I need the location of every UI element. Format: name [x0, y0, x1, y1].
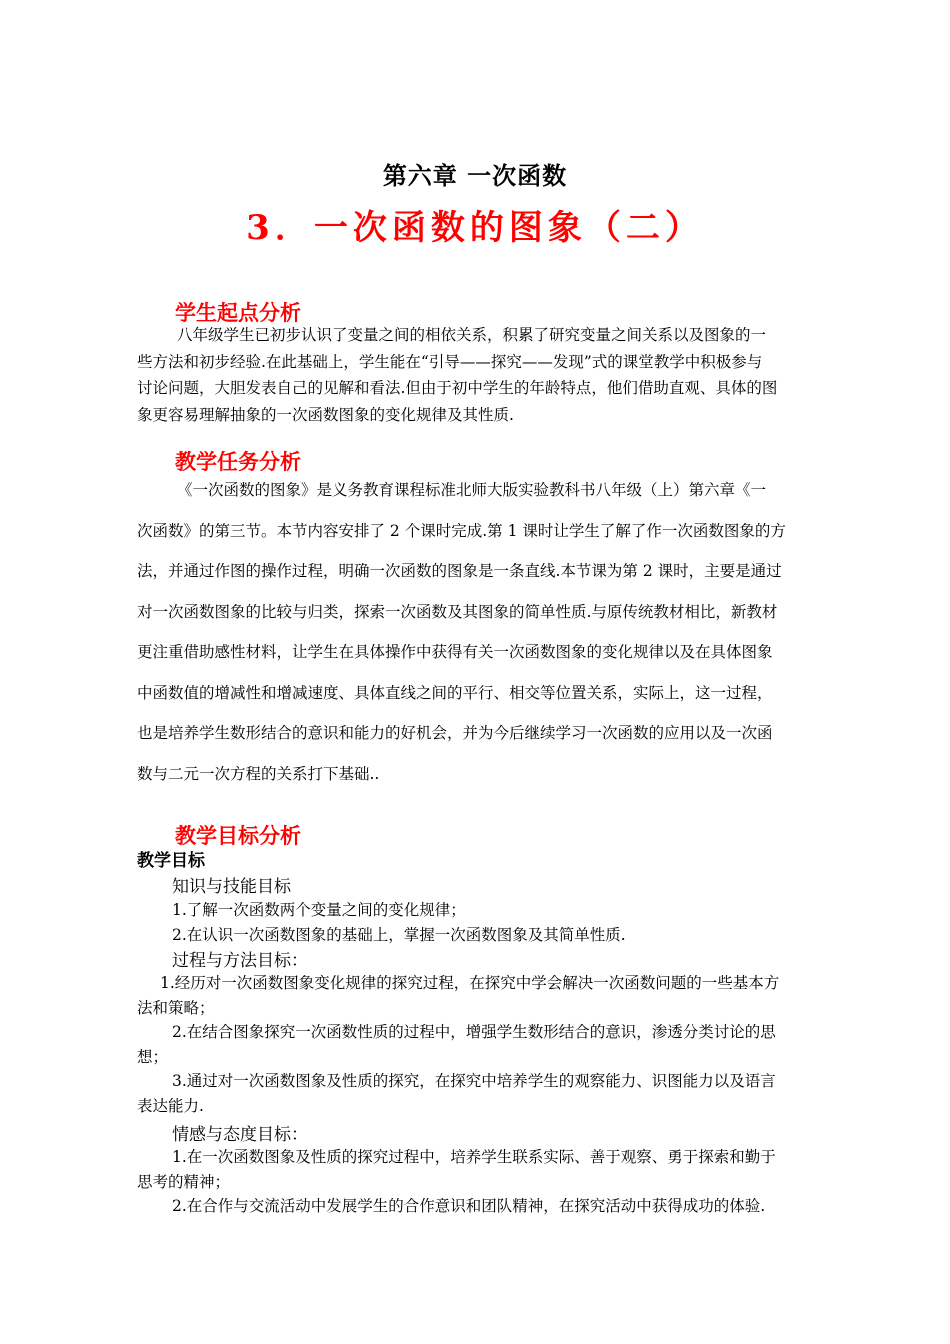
paragraph-line: 八年级学生已初步认识了变量之间的相依关系，积累了研究变量之间关系以及图象的一 — [177, 326, 767, 344]
paragraph-line: 些方法和初步经验.在此基础上，学生能在“引导——探究——发现”式的课堂教学中积极参与 — [137, 352, 763, 371]
chapter-title: 第六章 一次函数 — [382, 161, 568, 190]
goals-title: 教学目标 — [137, 851, 205, 871]
list-item: 思考的精神； — [137, 1172, 231, 1191]
paragraph-line: 《一次函数的图象》是义务教育课程标准北师大版实验教科书八年级（上）第六章《一 — [177, 481, 767, 499]
list-item: 1.在一次函数图象及性质的探究过程中，培养学生联系实际、善于观察、勇于探索和勤于 — [172, 1148, 776, 1166]
paragraph-line: 中函数值的增减性和增减速度、具体直线之间的平行、相交等位置关系，实际上，这一过程， — [137, 683, 773, 702]
task-analysis-heading: 教学任务分析 — [175, 450, 301, 474]
paragraph-line: 也是培养学生数形结合的意识和能力的好机会，并为今后继续学习一次函数的应用以及一次函 — [137, 724, 773, 742]
paragraph-line: 数与二元一次方程的关系打下基础.. — [137, 764, 380, 783]
list-item: 3.通过对一次函数图象及性质的探究，在探究中培养学生的观察能力、识图能力以及语言 — [172, 1072, 776, 1090]
attitude-goals-title: 情感与态度目标： — [172, 1125, 308, 1145]
list-item: 法和策略； — [137, 998, 215, 1017]
list-item: 2.在认识一次函数图象的基础上，掌握一次函数图象及其简单性质. — [172, 926, 626, 944]
list-item: 1.经历对一次函数图象变化规律的探究过程，在探究中学会解决一次函数问题的一些基本方 — [160, 974, 780, 992]
paragraph-line: 更注重借助感性材料，让学生在具体操作中获得有关一次函数图象的变化规律以及在具体图象 — [137, 643, 773, 661]
knowledge-goals-list — [172, 898, 626, 948]
process-goals-title: 过程与方法目标： — [172, 951, 308, 971]
paragraph-line: 对一次函数图象的比较与归类，探索一次函数及其图象的简单性质.与原传统教材相比，新教材 — [137, 602, 778, 621]
student-analysis-paragraph — [137, 322, 837, 428]
list-item: 2.在结合图象探究一次函数性质的过程中，增强学生数形结合的意识，渗透分类讨论的思 — [172, 1023, 776, 1041]
lesson-title: 3．一次函数的图象（二） — [246, 208, 704, 248]
knowledge-goals-title: 知识与技能目标 — [172, 877, 291, 897]
paragraph-line: 次函数》的第三节。本节内容安排了 2 个课时完成.第 1 课时让学生了解了作一次函数图象的方 — [137, 521, 786, 540]
paragraph-line: 法，并通过作图的操作过程，明确一次函数的图象是一条直线.本节课为第 2 课时，主要是通过 — [137, 562, 782, 580]
list-item: 2.在合作与交流活动中发展学生的合作意识和团队精神，在探究活动中获得成功的体验. — [172, 1197, 766, 1215]
list-item: 表达能力. — [137, 1096, 204, 1115]
student-analysis-heading: 学生起点分析 — [175, 301, 301, 325]
attitude-goals-list — [137, 1145, 837, 1219]
list-item: 1.了解一次函数两个变量之间的变化规律； — [172, 901, 466, 919]
goal-analysis-heading: 教学目标分析 — [175, 824, 301, 848]
process-goals-list — [137, 971, 837, 1118]
task-analysis-paragraph — [137, 470, 837, 794]
paragraph-line: 讨论问题，大胆发表自己的见解和看法.但由于初中学生的年龄特点，他们借助直观、具体的图 — [137, 379, 778, 397]
paragraph-line: 象更容易理解抽象的一次函数图象的变化规律及其性质. — [137, 405, 514, 424]
list-item: 想； — [137, 1047, 169, 1066]
